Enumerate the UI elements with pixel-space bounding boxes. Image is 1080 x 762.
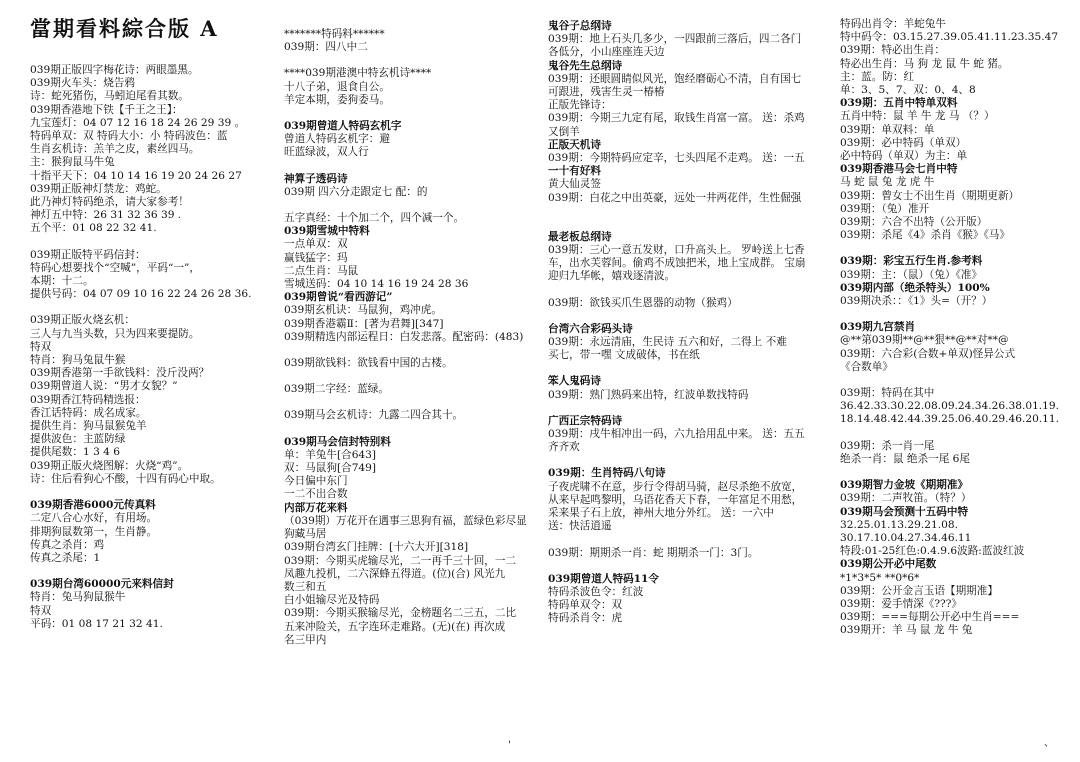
text-line: 039期欲钱料：欲钱看中国的古楼。 — [284, 357, 453, 370]
text-line: 039期：主：（鼠）（兔）《准》 — [840, 268, 983, 281]
text-line: 039期：彩宝五行生肖.参考料 — [840, 255, 983, 268]
spacer — [30, 301, 270, 314]
text-line: 039期正版四字梅花诗：两眼墨黑。 — [30, 64, 199, 76]
text-line: 一点单双：双 — [284, 238, 348, 251]
spacer — [284, 370, 538, 383]
text-line: 神算子透码诗 — [284, 172, 348, 185]
spacer — [548, 205, 818, 218]
text-line: 一十有好料 — [548, 165, 601, 178]
text-line: 039期：（兔）准开 — [840, 202, 930, 215]
text-line: 各低分，小山座座连天边 — [548, 46, 665, 59]
text-line: 039期：生肖特码八句诗 — [548, 467, 666, 480]
text-line: 特码心想要找个“空喊”，平码“一”， — [30, 261, 200, 274]
spacer — [840, 374, 1076, 387]
spacer — [548, 454, 818, 467]
text-line: 039期曾道人说：“男才女貌？” — [30, 380, 178, 393]
spacer — [284, 423, 538, 436]
text-line: 五个平：01 08 22 32 41. — [30, 222, 157, 235]
text-line: 鬼谷子总纲诗 — [548, 20, 612, 32]
text-line: 30.17.10.04.27.34.46.11 — [840, 531, 972, 544]
text-line: 039期：单双料：单 — [840, 123, 935, 136]
spacer — [548, 310, 818, 323]
text-line: 039期：白花之中出英豪，远处一井两花伴，生性倔强 — [548, 191, 802, 204]
text-line: ****039期港澳中特玄机诗**** — [284, 67, 432, 80]
text-line: 买七，带一嘿 文成破体，书在纸 — [548, 349, 700, 362]
text-line: 039期：六合不出特（公开版） — [840, 216, 988, 229]
text-line: 039期智力金坡《期期准》 — [840, 479, 969, 492]
text-line: 诗：蛇死猪伤，马蚓迫尾看其数。 — [30, 90, 189, 103]
text-line: 内部万花来料 — [284, 501, 348, 514]
text-line: 此乃神灯特码绝杀，请大家参考！ — [30, 196, 189, 209]
text-line: 039期：===每期公开必中生肖=== — [840, 611, 1020, 624]
text-line: 18.14.48.42.44.39.25.06.40.29.46.20.11. — [840, 413, 1060, 426]
text-line: 特双 — [30, 340, 52, 353]
text-line: 可跟进，残害生灵一椿椿 — [548, 86, 665, 99]
text-line: 羊定本期，委狗委马。 — [284, 93, 390, 106]
column-3 — [548, 20, 818, 626]
text-line: 传真之杀肖：鸡 — [30, 538, 105, 551]
spacer — [548, 402, 818, 415]
text-line: 正版天机诗 — [548, 138, 601, 151]
text-line: 039期：必中特码（单双） — [840, 136, 967, 149]
text-line: 送：快活逍遥 — [548, 520, 612, 533]
text-line: 特码单双令：双 — [548, 599, 623, 612]
text-line: 二点生肖：马鼠 — [284, 264, 359, 277]
text-line: 039期：公开金言玉语【期期准】 — [840, 584, 998, 597]
text-line: 039期：杀尾《4》杀肖《猴》《马》 — [840, 229, 1010, 242]
footer-mark-2: 、 — [1044, 738, 1054, 749]
text-line: 039期香江特码精选报： — [30, 393, 146, 406]
text-line: 五字真经：十个加二个，四个减一个。 — [284, 212, 465, 225]
spacer — [284, 160, 538, 173]
text-line: 从来早起鸣黎明，乌语花香天下春，一年富足不用愁， — [548, 493, 803, 506]
text-line: 名三甲内 — [284, 633, 327, 646]
text-line: 排期狗鼠数第一，生肖静。 — [30, 525, 158, 538]
text-line: 特段:01-25红色:0.4.9.6波路:蓝波红波 — [840, 545, 1025, 558]
spacer — [840, 308, 1076, 321]
text-line: 039期正版火烧玄机： — [30, 314, 135, 327]
text-line: 039期开：羊 马 鼠 龙 牛 兔 — [840, 624, 973, 637]
text-line: 特双 — [30, 604, 52, 617]
text-line: 039期：三心一意五发财，口升高头上。 罗岭送上七香 — [548, 244, 805, 257]
text-line: 白小姐输尽光及特码 — [284, 594, 380, 607]
spacer — [548, 362, 818, 375]
text-line: 提供号码：04 07 09 10 16 22 24 26 28 36. — [30, 288, 252, 301]
text-line: 传真之杀尾：1 — [30, 551, 101, 564]
text-line: 039期：今期特码应定辛，七头四尾不走鸡。 送：一五 — [548, 152, 805, 165]
spacer — [284, 396, 538, 409]
text-line: 特肖：狗马兔鼠牛猴 — [30, 354, 126, 367]
text-line: 039期二字经：蓝绿。 — [284, 383, 389, 396]
text-line: 039期决杀：：《1》头=（开？） — [840, 295, 993, 308]
text-line: 单：羊兔牛[合643] — [284, 448, 377, 461]
text-line: 039期曾道人特码11令 — [548, 572, 660, 585]
text-line: 迎归九华帐，嬉戏逐清波。 — [548, 270, 676, 283]
text-line: 039期香港6000元传真料 — [30, 499, 156, 512]
text-line: 特码出肖令：羊蛇兔牛 — [840, 18, 946, 30]
text-line: 生肖玄机诗：羔羊之皮，素丝四马。 — [30, 143, 200, 156]
text-line: 凤趣九投机，二六深蜂五得道。(位)(合) 风光九 — [284, 567, 506, 580]
text-line: 039期精选内部运程日：白发悲落。配密码：(483) — [284, 330, 524, 343]
text-line: 采来果子石上放，神州大地分外红。 送：一六中 — [548, 507, 774, 520]
text-line: 039期：地上石头几多少，一四跟前三落后，四二各门 — [548, 33, 802, 46]
text-line: 039期：五肖中特单双料 — [840, 97, 958, 110]
text-line: 039期公开必中尾数 — [840, 558, 937, 571]
text-line: 正版先锋诗： — [548, 99, 612, 112]
text-line: 039期：爱手情深《???》 — [840, 597, 963, 610]
text-line: 今日偏中东门 — [284, 475, 348, 488]
text-line: 039期：戌牛相冲出一码，六九拾用乱中来。 送：五五 — [548, 428, 805, 441]
column-2 — [284, 28, 538, 647]
spacer — [840, 466, 1076, 479]
text-line: 039期马会信封特别料 — [284, 435, 391, 448]
text-line: 五来冲险关，五字连环走难路。(无)(在) 再次成 — [284, 620, 506, 633]
text-line: 32.25.01.13.29.21.08. — [840, 518, 958, 531]
spacer — [30, 486, 270, 499]
spacer — [284, 107, 538, 120]
text-line: 039期：六合彩(合数+单双)怪异公式 — [840, 347, 1016, 360]
text-line: 特码杀波色令：红波 — [548, 585, 644, 598]
text-line: 039期九宫禁肖 — [840, 321, 916, 334]
text-line: 二定八合心水好，有用场。 — [30, 512, 158, 525]
text-line: 主：蓝。防：红 — [840, 70, 915, 83]
text-line: 039期香港第一手欲钱料：没斤没两？ — [30, 367, 210, 380]
text-line: 马 蛇 鼠 兔 龙 虎 牛 — [840, 176, 935, 189]
text-line: 039期 四六分走跟定七 配：的 — [284, 185, 428, 198]
spacer — [548, 560, 818, 573]
text-line: 旺蓝绿波，双人行 — [284, 146, 369, 159]
text-line: 诗：住后看狗心不酸，十四有码心中取。 — [30, 472, 221, 485]
text-line: 039期：今期三九定有尾，取钱生肖富一富。 送：杀鸡 — [548, 112, 805, 125]
text-line: 三人与九当头数，只为四来要提防。 — [30, 327, 200, 340]
text-line: 《合数单》 — [840, 360, 893, 373]
text-line: 039期内部（绝杀特头）100% — [840, 281, 990, 294]
spacer — [30, 236, 270, 249]
text-line: 台湾六合彩码头诗 — [548, 322, 633, 335]
text-line: 039期：今期买猴输尽光，金榜题名二三五，二比 — [284, 607, 517, 620]
spacer — [548, 534, 818, 547]
text-line: 绝杀一肖：鼠 绝杀一尾 6尾 — [840, 452, 971, 465]
text-line: 又倒羊 — [548, 125, 580, 138]
text-line: 广西正宗特码诗 — [548, 414, 623, 427]
text-line: 039期台湾60000元来料信封 — [30, 578, 174, 591]
text-line: 039期马会预测十五码中特 — [840, 505, 969, 518]
text-line: 039期：期期杀一肖：蛇 期期杀一门：3门。 — [548, 546, 759, 559]
text-line: 039期：欲钱买爪生恩器的动物（猴鸡） — [548, 296, 738, 309]
text-line: 十八子弟，退食自公。 — [284, 80, 390, 93]
column-1 — [30, 64, 270, 631]
text-line: 36.42.33.30.22.08.09.24.34.26.38.01.19. — [840, 400, 1060, 413]
text-line: 平码：01 08 17 21 32 41. — [30, 617, 163, 630]
text-line: 039期台湾玄门挂牌：[十六大开][318] — [284, 541, 469, 554]
spacer — [284, 344, 538, 357]
text-line: 双：马鼠狗[合749] — [284, 462, 377, 475]
text-line: 黄大仙灵签 — [548, 178, 601, 191]
text-line: 039期：永远清庙，生民诗 五六和好，二得上 不难 — [548, 336, 787, 349]
text-line: 一二不出合数 — [284, 488, 348, 501]
text-line: 狗藏马居 — [284, 528, 327, 541]
text-line: 提供波色：主蓝防绿 — [30, 433, 126, 446]
text-line: 039期曾道人特码玄机字 — [284, 120, 402, 133]
text-line: 039期：今期买虎输尽光，二一再千三十回，一二 — [284, 554, 517, 567]
page-title: 當期看料綜合版 A — [30, 16, 219, 41]
text-line: 曾道人特码玄机字：避 — [284, 133, 390, 146]
spacer — [284, 54, 538, 67]
spacer — [840, 242, 1076, 255]
text-line: （039期）万花开在遇事三思狗有福，蓝绿色彩尽显 — [284, 514, 527, 527]
text-line: 039期：曾女士不出生肖（期期更新） — [840, 189, 1020, 202]
text-line: 主：猴狗鼠马牛兔 — [30, 156, 115, 169]
text-line: 笨人鬼码诗 — [548, 375, 601, 388]
text-line: 039期玄机诀：马鼠狗，鸡冲虎。 — [284, 304, 442, 317]
spacer — [548, 284, 818, 297]
text-line: 039期：杀一肖一尾 — [840, 439, 935, 452]
text-line: 香江话特码：成名成家。 — [30, 406, 147, 419]
footer-mark-1: ' — [508, 740, 511, 751]
text-line: 039期雪城中特料 — [284, 225, 370, 238]
text-line: 提供生肖：狗马鼠猴兔羊 — [30, 420, 147, 433]
text-line: 数三和五 — [284, 580, 327, 593]
text-line: 039期香港霸Ⅱ：[著为君舞][347] — [284, 317, 444, 330]
text-line: 039期正版神灯禁龙：鸡蛇。 — [30, 182, 167, 195]
text-line: 赢钱猛字：玛 — [284, 251, 348, 264]
text-line: 特码杀肖令：虎 — [548, 612, 623, 625]
text-line: 雪城送码：04 10 14 16 19 24 28 36 — [284, 278, 469, 291]
text-line: *******特码料****** — [284, 28, 385, 40]
text-line: 单：3、5、7、双：0、4、8 — [840, 84, 976, 97]
spacer — [30, 565, 270, 578]
text-line: 039期：四八中二 — [284, 41, 368, 54]
text-line: @**第039期**@**狠**@**对**@ — [840, 334, 1009, 347]
text-line: 最老板总纲诗 — [548, 230, 612, 243]
text-line: 039期香港马会七肖中特 — [840, 163, 958, 176]
text-line: 齐齐欢 — [548, 441, 580, 454]
column-4 — [840, 18, 1076, 638]
text-line: 039期马会玄机诗：九露二四合其十。 — [284, 409, 464, 422]
text-line: 必中特码（单双）为主：单 — [840, 150, 968, 163]
spacer — [840, 427, 1076, 440]
text-line: 特中码令：03.15.27.39.05.41.11.23.35.47 — [840, 31, 1059, 44]
text-line: 039期正版火烧图解：火烧“鸡”。 — [30, 459, 189, 472]
text-line: 039期曾说“看西游记” — [284, 291, 393, 304]
text-line: 039期正版特平码信封： — [30, 248, 146, 261]
text-line: 提供尾数：1 3 4 6 — [30, 446, 121, 459]
text-line: 鬼谷先生总纲诗 — [548, 59, 623, 72]
text-line: 039期火车头：烧告鸦 — [30, 77, 135, 90]
text-line: *1*3*5* **0*6* — [840, 571, 920, 584]
text-line: 九宝莲灯：04 07 12 16 18 24 26 29 39 。 — [30, 116, 246, 129]
spacer — [284, 199, 538, 212]
text-line: 039期：还眼圆睛似风光，饱经磨砺心不清，自有国七 — [548, 72, 802, 85]
text-line: 特肖：兔马狗鼠猴牛 — [30, 591, 126, 604]
text-line: 039期：熟门熟码来出特，红波单数找特码 — [548, 388, 749, 401]
text-line: 039期：二声牧笛。（特？） — [840, 492, 972, 505]
text-line: 车，出水芙蓉间。偷鸡不成蚀把米，地上宝成群。 宝扇 — [548, 257, 806, 270]
text-line: 神灯五中特：26 31 32 36 39 . — [30, 209, 182, 222]
text-line: 039期：特必出生肖： — [840, 44, 945, 57]
text-line: 五肖中特：鼠 羊 牛 龙 马 （？） — [840, 110, 995, 123]
text-line: 子夜虎啸不在意，步行令得胡马骑，赵尽杀绝不放宽， — [548, 480, 803, 493]
spacer — [548, 218, 818, 231]
text-line: 本期：十二。 — [30, 275, 94, 288]
text-line: 十指平天下：04 10 14 16 19 20 24 26 27 — [30, 169, 242, 182]
text-line: 039期香港地下铁【千王之王】： — [30, 103, 183, 116]
text-line: 特码单双：双 特码大小：小 特码波色：蓝 — [30, 130, 228, 143]
text-line: 特必出生肖：马 狗 龙 鼠 牛 蛇 猪。 — [840, 57, 1009, 70]
text-line: 039期：特码在其中 — [840, 387, 935, 400]
